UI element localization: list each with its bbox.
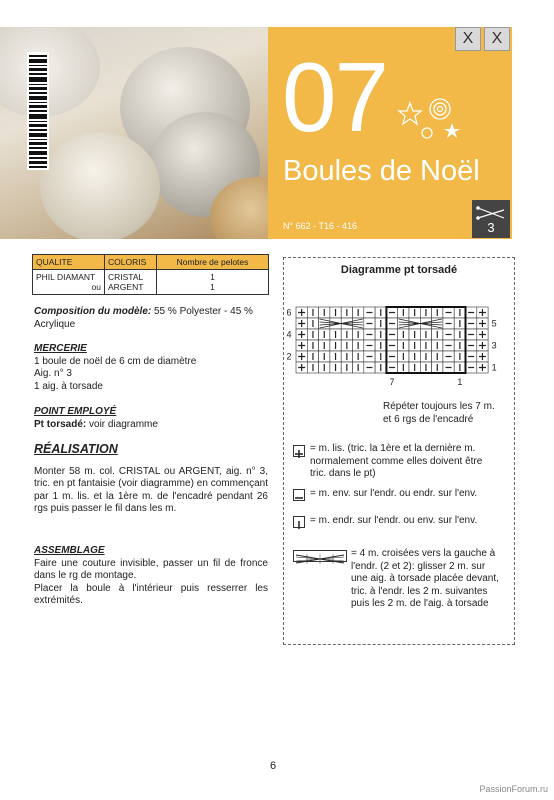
watermark-text: PassionForum.ru [479,784,548,794]
assemblage-heading: ASSEMBLAGE [34,545,105,556]
row-number-label: 3 [491,340,497,351]
header-qualite: QUALITE [33,255,105,270]
stitch-chart [283,298,515,398]
pattern-title: Boules de Noël [283,155,480,187]
needle-size-badge [472,200,510,238]
mercerie-heading: MERCERIE [34,343,87,354]
composition-section [34,306,268,331]
composition-text: 55 % Polyester - 45 % Acrylique [34,306,253,330]
cell-qualite: PHIL DIAMANT [33,270,105,283]
legend-line: = m. lis. (tric. la 1ère et la dernière m. [310,443,476,454]
mercerie-section [34,343,268,393]
row-number-label: 2 [286,351,292,362]
point-heading: POINT EMPLOYÉ [34,406,117,417]
table-header-row [33,255,269,270]
header-coloris: COLORIS [105,255,157,270]
row-number-label: 1 [491,362,497,373]
difficulty-mark-1: X [455,27,481,51]
stitch-count-label: 1 [457,377,463,387]
cell-qualite: ou [33,282,105,295]
realisation-heading: RÉALISATION [34,442,118,456]
repeat-note [383,401,495,426]
difficulty-mark-2: X [484,27,510,51]
legend-plus-text [310,443,482,481]
assemblage-section [34,545,268,608]
mercerie-line: 1 aig. à torsade [34,380,103,392]
point-label: Pt torsadé: [34,418,87,430]
realisation-section [34,443,268,516]
legend-line: tric. à l'endr. les 2 m. suivantes [351,585,488,597]
legend-cross-text [351,548,499,611]
yarn-table [32,254,269,295]
row-number-label: 6 [286,307,292,318]
stitch-count-label: 7 [389,377,395,387]
realisation-text: Monter 58 m. col. CRISTAL ou ARGENT, aig. n° 3, tric. en pt fantaisie (voir diagramme) en commençant par 1 m. lis. et la 1ère m. de l'encadré pendant 26 rgs puis passer le fil dans les m. [34,465,268,514]
point-section [34,406,268,431]
repeat-note-line: Répéter toujours les 7 m. [383,401,495,412]
legend-minus-text: = m. env. sur l'endr. ou endr. sur l'env. [310,488,478,499]
diagram-title: Diagramme pt torsadé [340,264,458,276]
barcode [27,52,49,170]
cable-cross-symbol-icon [293,550,347,562]
legend-bar-text: = m. endr. sur l'endr. ou env. sur l'env. [310,515,478,526]
header-pelotes: Nombre de pelotes [157,255,269,270]
cell-coloris: ARGENT [105,282,157,295]
page-number: 6 [270,760,277,772]
legend-line: une aig. à torsade placée devant, [351,573,499,584]
bar-symbol-icon [293,516,305,528]
legend-line: puis les 2 m. de l'aig. à torsade [351,598,489,609]
cell-coloris: CRISTAL [105,270,157,283]
christmas-ornaments-icon [396,95,466,145]
table-row [33,270,269,283]
legend-line: tric. dans le pt) [310,468,376,479]
mercerie-line: 1 boule de noël de 6 cm de diamètre [34,355,197,367]
repeat-note-line: et 6 rgs de l'encadré [383,413,474,425]
row-number-label: 5 [491,318,497,329]
plus-symbol-icon [293,445,305,457]
point-text: voir diagramme [86,418,158,430]
mercerie-line: Aig. n° 3 [34,368,72,379]
minus-symbol-icon [293,489,305,501]
assemblage-text: Placer la boule à l'intérieur puis resserrer les extrémités. [34,582,268,606]
legend-line: = 4 m. croisées vers la gauche à [351,548,496,559]
legend-line: normalement comme elles doivent être [310,455,483,467]
composition-label: Composition du modèle: [34,306,152,317]
pattern-number: 07 [282,42,388,152]
pattern-reference: N° 662 - T16 - 416 [283,221,357,231]
row-number-label: 4 [286,329,292,340]
cell-pelotes: 1 [157,270,269,283]
needle-size-number: 3 [487,220,495,235]
cell-pelotes: 1 [157,282,269,295]
legend-line: l'endr. (2 et 2): glisser 2 m. sur [351,560,486,572]
assemblage-text: Faire une couture invisible, passer un fil de fronce dans le rg de montage. [34,557,268,581]
table-row [33,282,269,295]
